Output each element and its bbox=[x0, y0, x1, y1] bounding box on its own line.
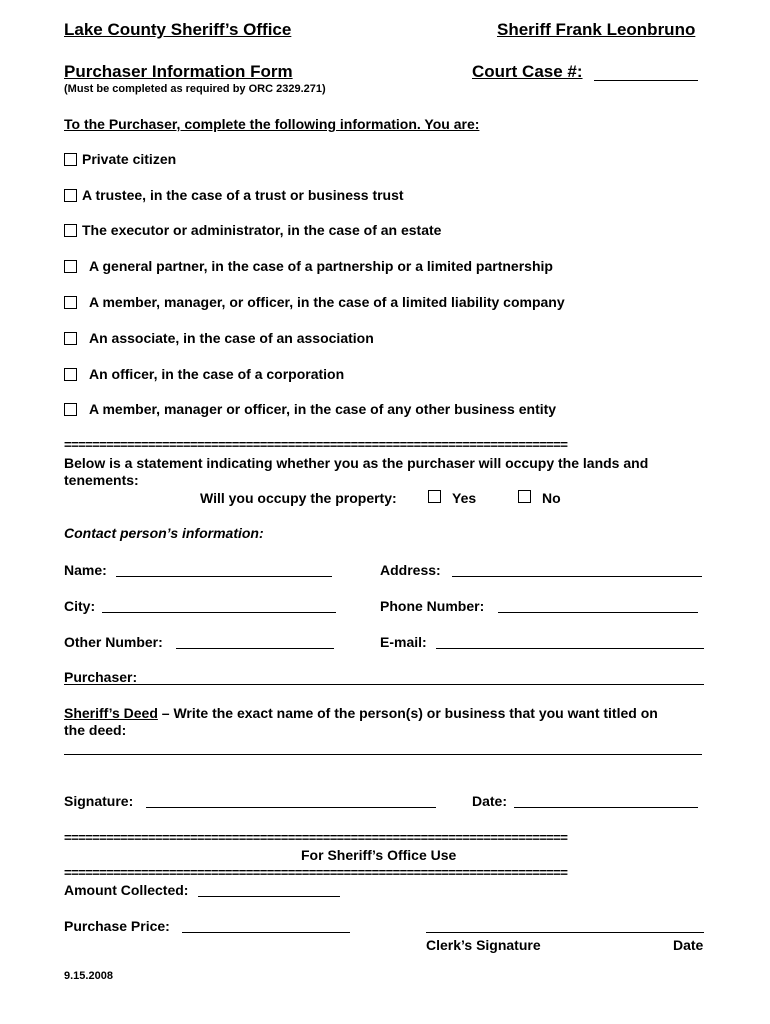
option-label: A trustee, in the case of a trust or business trust bbox=[82, 187, 404, 203]
option-label: A general partner, in the case of a partnership or a limited partnership bbox=[89, 258, 553, 274]
purchaser-label: Purchaser: bbox=[64, 669, 138, 685]
clerk-signature-label: Clerk’s Signature bbox=[426, 937, 541, 953]
option-corporation-officer[interactable] bbox=[64, 366, 344, 382]
other-number-label: Other Number: bbox=[64, 634, 163, 650]
email-field[interactable] bbox=[436, 648, 704, 649]
yes-label: Yes bbox=[452, 490, 477, 506]
option-other-entity[interactable] bbox=[64, 401, 556, 417]
option-label: An officer, in the case of a corporation bbox=[89, 366, 345, 382]
purchase-price-field[interactable] bbox=[182, 932, 350, 933]
signature-label: Signature: bbox=[64, 793, 134, 809]
phone-label: Phone Number: bbox=[380, 598, 485, 614]
checkbox[interactable] bbox=[64, 403, 77, 416]
requirement-note: (Must be completed as required by ORC 2329.271) bbox=[64, 83, 326, 95]
separator: ======================================================================== bbox=[64, 831, 568, 844]
deed-text: – Write the exact name of the person(s) or business that you want titled on bbox=[157, 705, 658, 721]
checkbox[interactable] bbox=[64, 368, 77, 381]
office-use-title: For Sheriff’s Office Use bbox=[301, 847, 457, 863]
separator: ======================================================================== bbox=[64, 866, 568, 879]
form-title: Purchaser Information Form bbox=[64, 62, 293, 81]
name-field[interactable] bbox=[116, 576, 332, 577]
checkbox[interactable] bbox=[64, 189, 77, 202]
sheriff-name: Sheriff Frank Leonbruno bbox=[497, 20, 696, 39]
no-checkbox[interactable] bbox=[518, 490, 531, 503]
option-private-citizen[interactable] bbox=[64, 151, 176, 167]
phone-field[interactable] bbox=[498, 612, 698, 613]
clerk-date-label: Date bbox=[673, 937, 704, 953]
date-field[interactable] bbox=[514, 807, 698, 808]
option-executor[interactable] bbox=[64, 222, 441, 238]
amount-collected-field[interactable] bbox=[198, 896, 340, 897]
option-llc-member[interactable] bbox=[64, 294, 565, 310]
contact-heading: Contact person’s information: bbox=[64, 525, 264, 541]
other-number-field[interactable] bbox=[176, 648, 334, 649]
option-trustee[interactable] bbox=[64, 187, 404, 203]
option-label: A member, manager or officer, in the case of any other business entity bbox=[89, 401, 557, 417]
yes-checkbox[interactable] bbox=[428, 490, 441, 503]
no-label: No bbox=[542, 490, 561, 506]
deed-text-cont: the deed: bbox=[64, 722, 127, 738]
address-field[interactable] bbox=[452, 576, 702, 577]
checkbox[interactable] bbox=[64, 332, 77, 345]
occupy-statement: Below is a statement indicating whether you as the purchaser will occupy the lands and bbox=[64, 455, 649, 471]
purchaser-field[interactable] bbox=[64, 684, 704, 685]
deed-instruction bbox=[64, 705, 658, 721]
option-label: An associate, in the case of an association bbox=[89, 330, 374, 346]
signature-field[interactable] bbox=[146, 807, 436, 808]
address-label: Address: bbox=[380, 562, 441, 578]
office-name: Lake County Sheriff’s Office bbox=[64, 20, 292, 39]
court-case-line[interactable] bbox=[594, 80, 698, 81]
option-general-partner[interactable] bbox=[64, 258, 553, 274]
option-label: A member, manager, or officer, in the case of a limited liability company bbox=[89, 294, 565, 310]
amount-collected-label: Amount Collected: bbox=[64, 882, 189, 898]
deed-label: Sheriff’s Deed bbox=[64, 705, 158, 721]
option-label: The executor or administrator, in the case of an estate bbox=[82, 222, 442, 238]
court-case-label: Court Case #: bbox=[472, 62, 583, 81]
checkbox[interactable] bbox=[64, 153, 77, 166]
clerk-signature-field[interactable] bbox=[426, 932, 704, 933]
occupy-question: Will you occupy the property: bbox=[200, 490, 397, 506]
email-label: E-mail: bbox=[380, 634, 427, 650]
checkbox[interactable] bbox=[64, 224, 77, 237]
name-label: Name: bbox=[64, 562, 107, 578]
form-version: 9.15.2008 bbox=[64, 970, 113, 982]
checkbox[interactable] bbox=[64, 296, 77, 309]
city-field[interactable] bbox=[102, 612, 336, 613]
purchaser-intro: To the Purchaser, complete the following information. You are: bbox=[64, 116, 480, 132]
separator: ======================================================================== bbox=[64, 438, 568, 451]
occupy-statement-cont: tenements: bbox=[64, 472, 139, 488]
option-associate[interactable] bbox=[64, 330, 374, 346]
deed-name-field[interactable] bbox=[64, 754, 702, 755]
date-label: Date: bbox=[472, 793, 508, 809]
checkbox[interactable] bbox=[64, 260, 77, 273]
option-label: Private citizen bbox=[82, 151, 177, 167]
purchase-price-label: Purchase Price: bbox=[64, 918, 170, 934]
city-label: City: bbox=[64, 598, 96, 614]
